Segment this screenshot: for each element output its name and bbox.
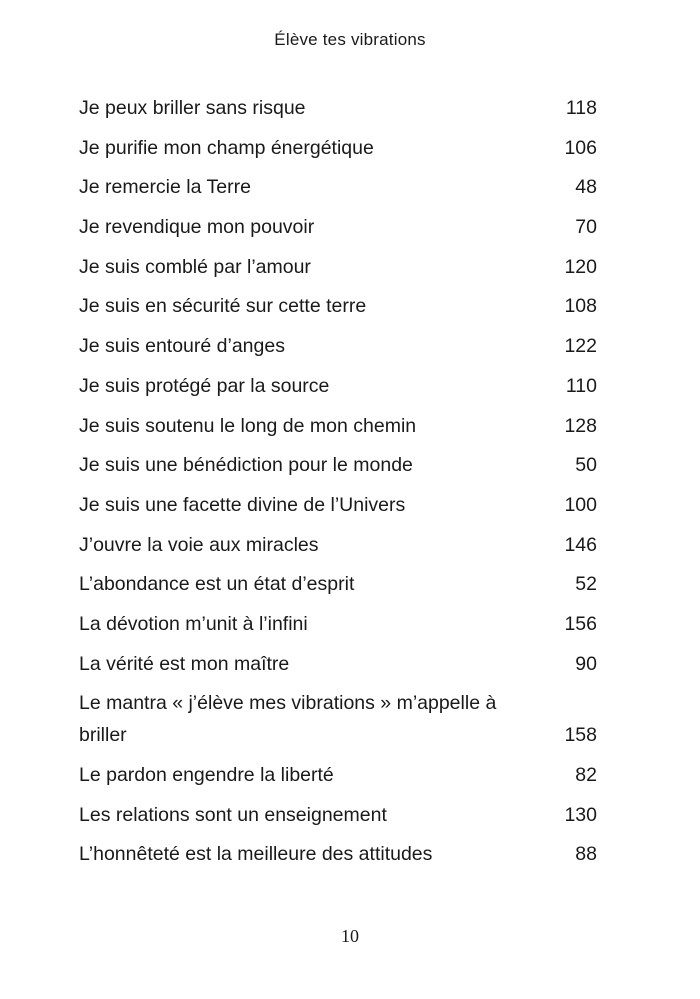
toc-entry-page: 82 [575,764,597,786]
toc-entry [79,521,597,561]
toc-entry-page: 52 [575,573,597,596]
toc-entry-title: Je revendique mon pouvoir [79,216,315,239]
toc-entry-page: 128 [564,414,597,437]
toc-entry [79,600,597,640]
toc-entry [79,243,597,283]
toc-entry [79,640,597,680]
toc-entry-page: 100 [564,493,597,516]
toc-entry-title: La dévotion m’unit à l’infini [79,612,308,635]
toc-entry-title: L’honnêteté est la meilleure des attitudes [79,843,433,866]
toc-entry [79,481,597,521]
toc-entry [79,442,597,482]
toc-entry-title: Je peux briller sans risque [79,97,306,119]
toc-entry [79,680,597,752]
toc-entry-title: Je suis une facette divine de l’Univers [79,493,406,516]
toc-entry [79,402,597,442]
toc-entry [79,322,597,362]
toc-entry-title: Le pardon engendre la liberté [79,764,334,786]
toc-entry-page: 106 [564,136,597,159]
table-of-contents [79,92,597,870]
toc-entry-title: Je suis en sécurité sur cette terre [79,295,367,318]
toc-entry-page: 158 [564,724,597,747]
toc-entry-title: Je suis entouré d’anges [79,335,285,358]
toc-entry-page: 108 [564,295,597,318]
toc-entry-page: 48 [575,176,597,199]
toc-entry-page: 130 [564,803,597,826]
toc-entry-title: Je suis soutenu le long de mon chemin [79,414,417,437]
toc-entry-title: La vérité est mon maître [79,652,290,675]
toc-entry-page: 88 [575,843,597,866]
toc-entry [79,283,597,323]
toc-entry [79,831,597,871]
toc-entry-title: Je suis protégé par la source [79,374,330,397]
page-number: 10 [341,926,359,946]
toc-entry-title: J’ouvre la voie aux miracles [79,533,319,556]
toc-entry-title: Je suis une bénédiction pour le monde [79,454,413,477]
toc-entry-title: Je suis comblé par l’amour [79,255,311,278]
toc-entry-page: 90 [575,652,597,675]
toc-entry-page: 118 [565,97,597,119]
toc-entry-page: 122 [564,335,597,358]
toc-entry-page: 110 [565,374,597,397]
toc-entry-title: L’abondance est un état d’esprit [79,573,355,596]
toc-entry [79,362,597,402]
toc-entry [79,791,597,831]
toc-entry [79,92,597,124]
toc-entry [79,164,597,204]
toc-entry [79,561,597,601]
toc-entry-title: Je purifie mon champ énergétique [79,136,374,159]
toc-entry-page: 50 [575,454,597,477]
toc-entry-page: 120 [564,255,597,278]
toc-entry [79,124,597,164]
toc-entry-page: 70 [575,216,597,239]
running-head: Élève tes vibrations [274,30,426,49]
toc-entry-title: Le mantra « j’élève mes vibrations » m’appelle à briller [79,692,497,747]
toc-entry-title: Je remercie la Terre [79,176,251,199]
toc-entry-page: 146 [564,533,597,556]
toc-entry [79,751,597,791]
toc-entry-title: Les relations sont un enseignement [79,803,387,826]
toc-entry [79,203,597,243]
toc-entry-page: 156 [564,612,597,635]
